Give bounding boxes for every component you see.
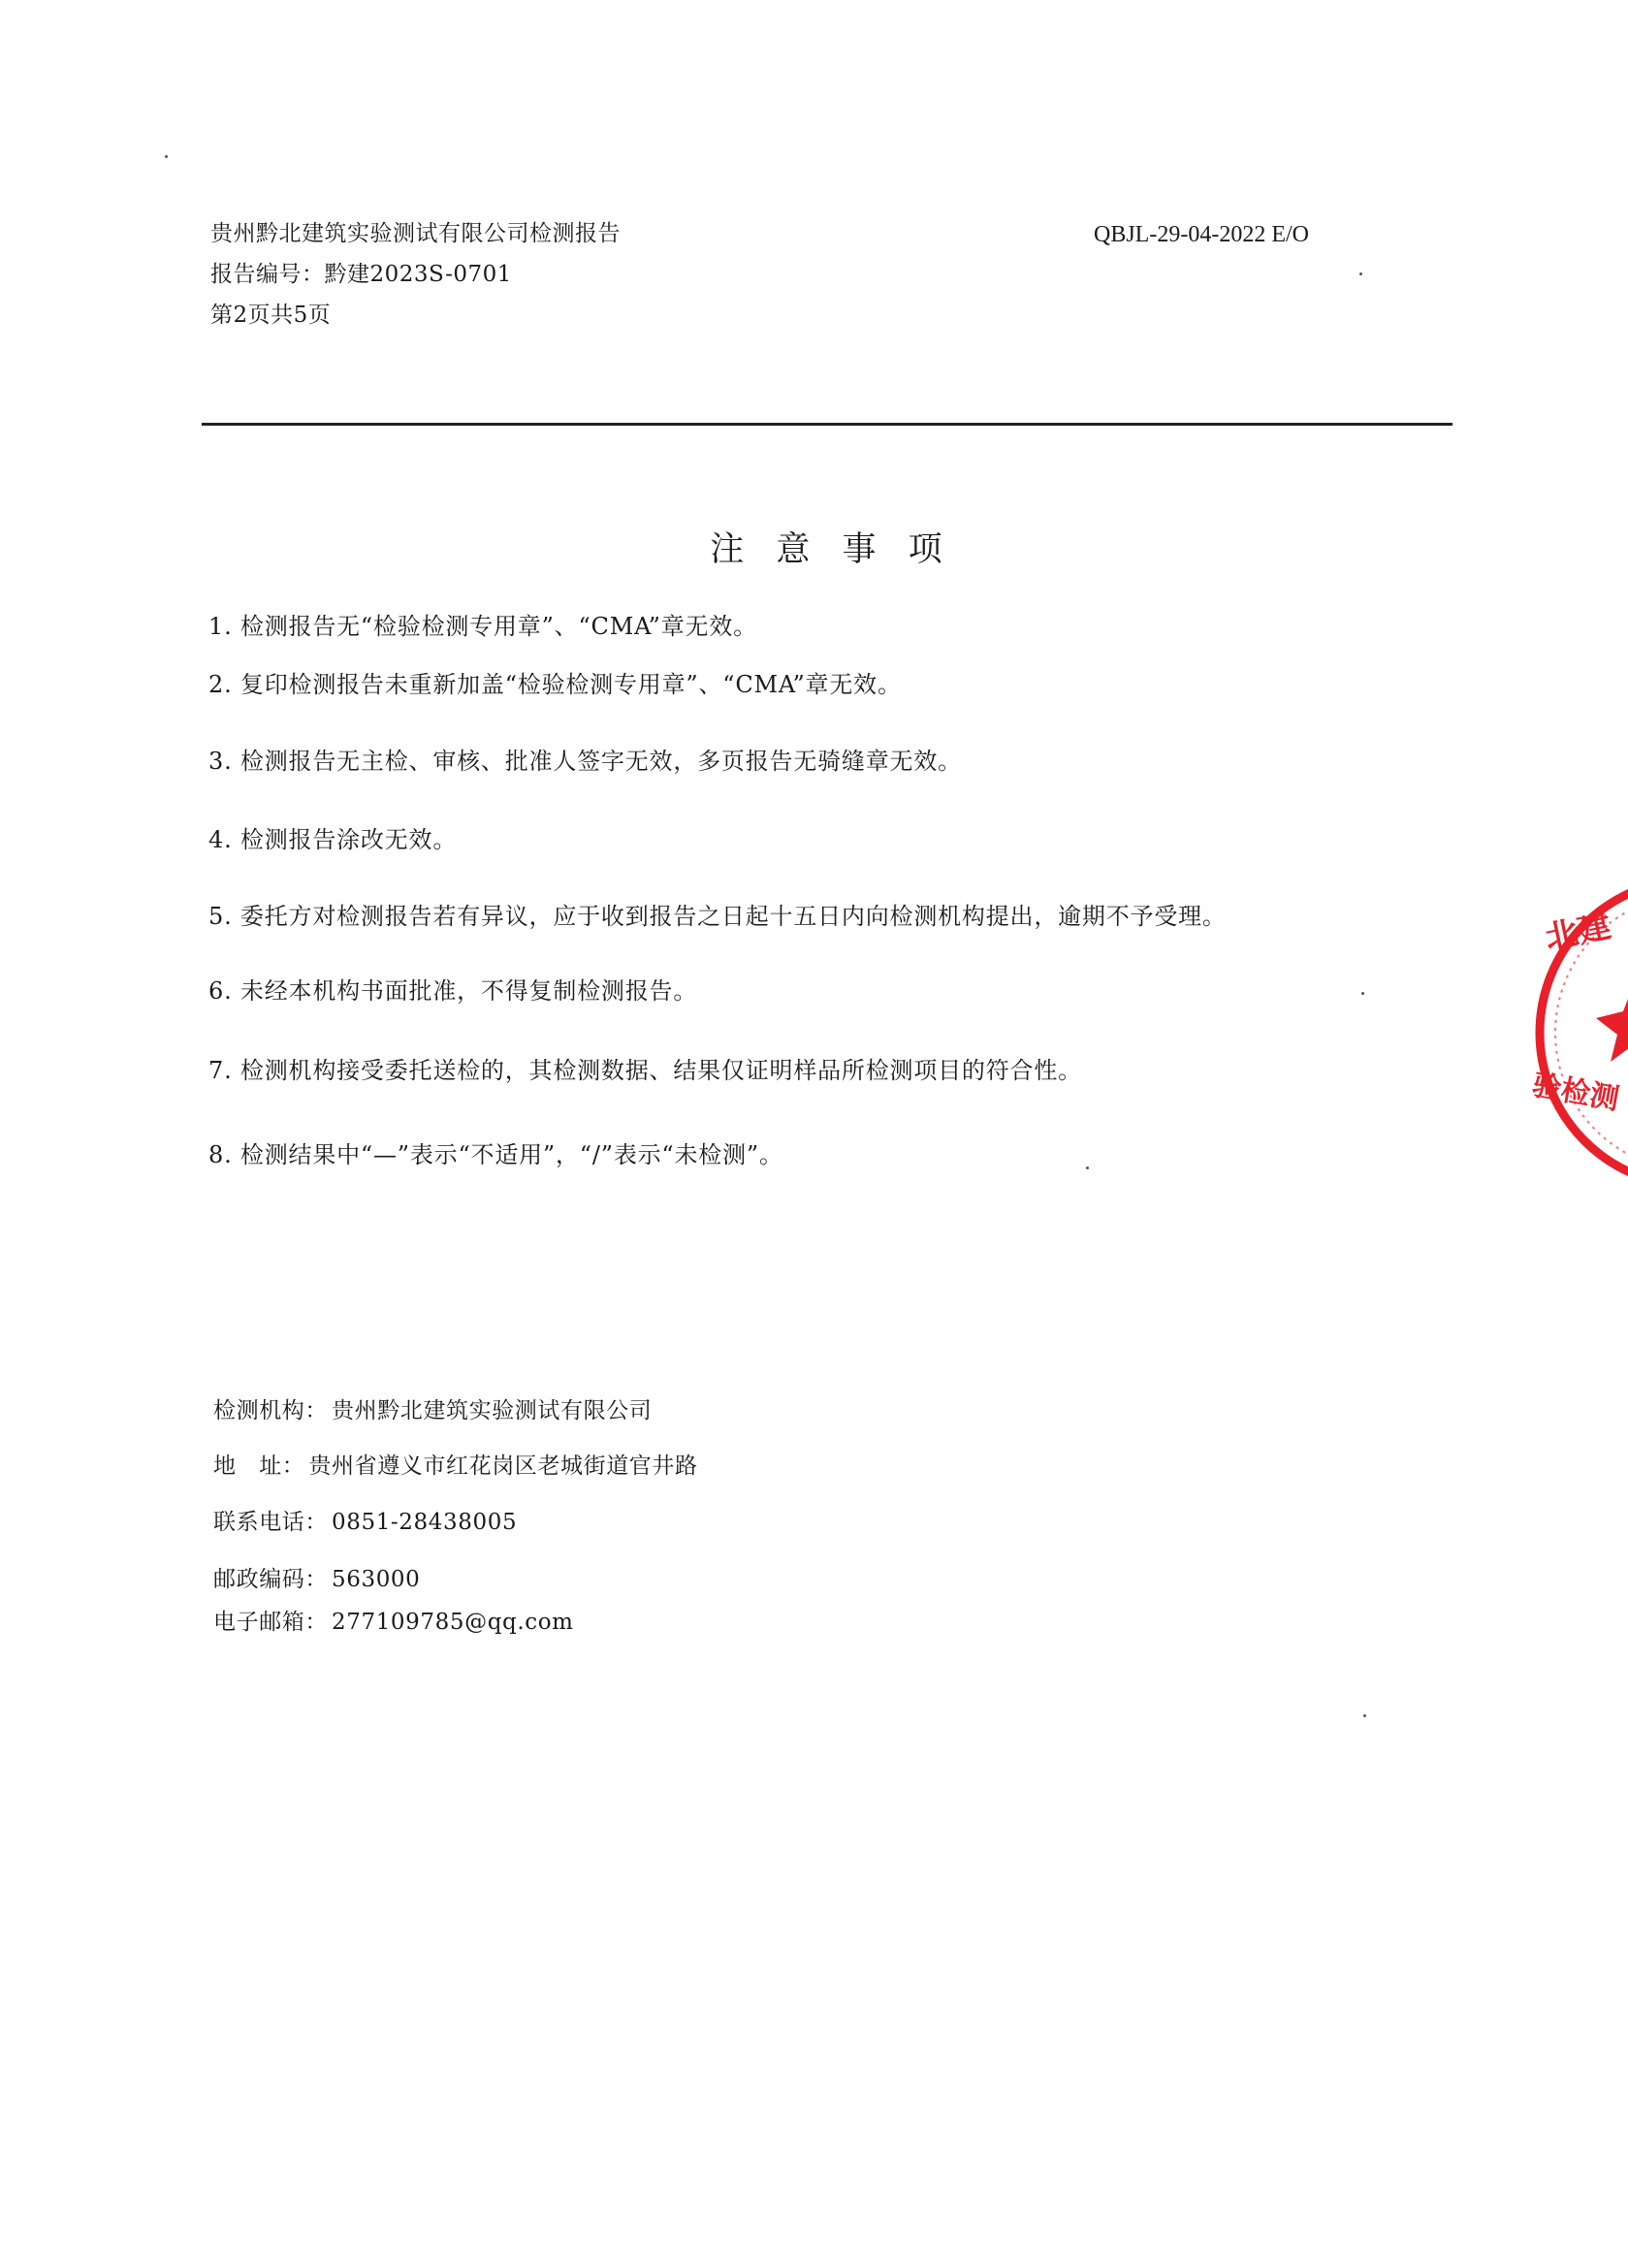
phone-value: 0851-28438005 <box>332 1510 518 1535</box>
contact-address <box>213 1452 698 1481</box>
organization-label: 检测机构： <box>213 1398 328 1423</box>
contact-phone <box>213 1508 517 1537</box>
report-title: 贵州黔北建筑实验测试有限公司检测报告 <box>210 221 621 246</box>
phone-label: 联系电话： <box>213 1510 328 1535</box>
page-info: 第2页共5页 <box>210 303 332 328</box>
contact-email <box>213 1608 574 1637</box>
seal-graphic <box>1528 868 1628 1198</box>
scan-speck <box>1086 1166 1089 1169</box>
company-seal <box>1528 868 1628 1198</box>
document-code: QBJL-29-04-2022 E/O <box>1094 222 1309 247</box>
scan-speck <box>1363 1714 1366 1717</box>
scan-speck <box>165 155 168 158</box>
notice-item: 5. 委托方对检测报告若有异议，应于收到报告之日起十五日内向检测机构提出，逾期不予受理。 <box>208 903 1227 930</box>
organization-value: 贵州黔北建筑实验测试有限公司 <box>332 1398 653 1423</box>
email-value: 277109785@qq.com <box>332 1610 574 1635</box>
report-number: 报告编号：黔建2023S-0701 <box>210 262 512 287</box>
notice-item: 8. 检测结果中“—”表示“不适用”，“/”表示“未检测”。 <box>208 1141 783 1168</box>
notice-item: 1. 检测报告无“检验检测专用章”、“CMA”章无效。 <box>208 613 757 640</box>
address-label: 地 址： <box>213 1453 305 1479</box>
seal-star-icon <box>1596 986 1628 1062</box>
scan-speck <box>1361 992 1364 995</box>
notice-item: 3. 检测报告无主检、审核、批准人签字无效，多页报告无骑缝章无效。 <box>208 748 962 775</box>
scan-speck <box>1359 272 1362 275</box>
notice-item: 7. 检测机构接受委托送检的，其检测数据、结果仅证明样品所检测项目的符合性。 <box>208 1057 1082 1084</box>
address-value: 贵州省遵义市红花岗区老城街道官井路 <box>308 1453 698 1479</box>
header-divider <box>202 423 1452 426</box>
notice-title: 注 意 事 项 <box>710 530 953 569</box>
postcode-label: 邮政编码： <box>213 1567 328 1592</box>
notice-item: 6. 未经本机构书面批准，不得复制检测报告。 <box>208 977 698 1005</box>
contact-postcode <box>213 1565 420 1594</box>
notice-item: 4. 检测报告涂改无效。 <box>208 826 458 853</box>
postcode-value: 563000 <box>332 1567 421 1592</box>
notice-item: 2. 复印检测报告未重新加盖“检验检测专用章”、“CMA”章无效。 <box>208 671 902 698</box>
seal-text-bottom: 验检测 <box>1529 1068 1622 1117</box>
email-label: 电子邮箱： <box>213 1610 328 1635</box>
contact-organization <box>213 1396 652 1425</box>
seal-text-top: 北建 <box>1542 906 1614 959</box>
